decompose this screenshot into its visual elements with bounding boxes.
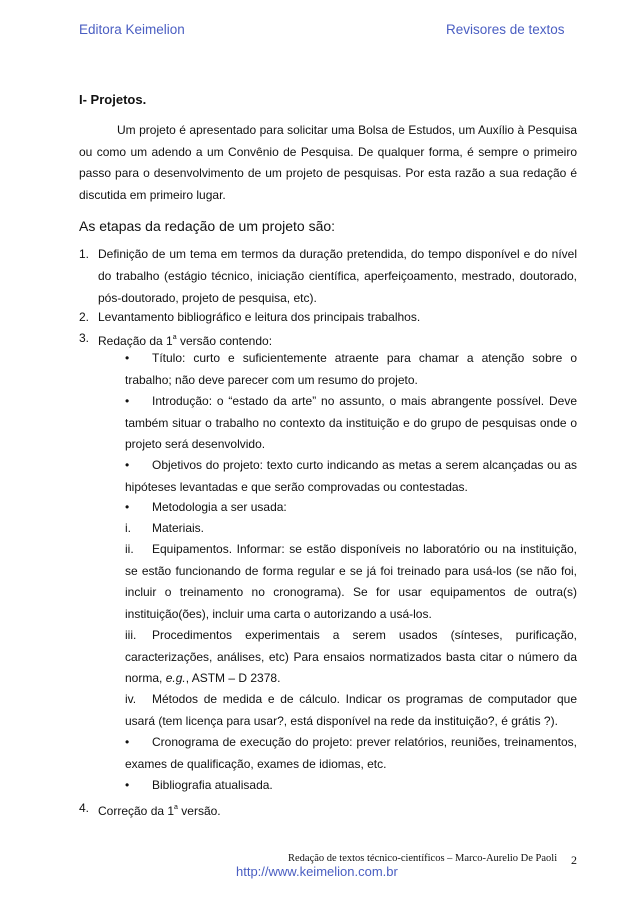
page-number: 2 <box>571 853 577 867</box>
sub-item-procedimentos: iii. Procedimentos experimentais a serem usados (sínteses, purificação, caracterizações, análises, etc) Para ensaios normatizados basta citar o número da norma, e.g., ASTM – D 2378. <box>125 625 577 690</box>
list-number: 1. <box>79 247 90 261</box>
list-item-1 <box>79 243 577 309</box>
list-item-4 <box>79 797 577 822</box>
bullet-marker: • <box>125 458 130 472</box>
sub-item-materiais: i. Materiais. <box>125 518 577 540</box>
roman-marker: iv. <box>125 692 137 706</box>
sub-item-equipamentos: ii. Equipamentos. Informar: se estão disponíveis no laboratório ou na instituição, se estão funcionando de forma regular e se já foi treinado para usá-los (se não foi, incluir o treinamento no cronograma). Se for usar equipamentos de outra(s) instituição(ões), incluir uma carta o autorizando a usá-los. <box>125 539 577 625</box>
bullet-marker: • <box>125 351 130 365</box>
list-text: Correção da 1$^a$ versão. <box>98 804 221 818</box>
footer-caption: Redação de textos técnico-científicos – Marco-Aurelio De Paoli <box>288 853 558 864</box>
list-number: 2. <box>79 310 90 324</box>
list-item-2 <box>79 306 577 328</box>
list-text: Levantamento bibliográfico e leitura dos principais trabalhos. <box>98 310 421 324</box>
list-number: 3. <box>79 331 90 345</box>
etapas-heading: As etapas da redação de um projeto são: <box>79 218 336 234</box>
section-title: I- Projetos. <box>79 92 147 107</box>
header-section: Revisores de textos <box>446 22 565 37</box>
sub-item-metodos: iv. Métodos de medida e de cálculo. Indicar os programas de computador que usará (tem licença para usar?, está disponível na rede da instituição?, é grátis ?). <box>125 689 577 732</box>
bullet-marker: • <box>125 778 130 792</box>
bullet-marker: • <box>125 500 130 514</box>
sub-item-titulo: • Título: curto e suficientemente atraente para chamar a atenção sobre o trabalho; não deve parecer com um resumo do projeto. <box>125 348 577 391</box>
roman-marker: i. <box>125 521 131 535</box>
list-number: 4. <box>79 801 90 815</box>
sub-item-objetivos: • Objetivos do projeto: texto curto indicando as metas a serem alcançadas ou as hipóteses levantadas e que serão comprovadas ou contestadas. <box>125 455 577 498</box>
sub-item-introducao: • Introdução: o “estado da arte” no assunto, o mais abrangente possível. Deve também situar o trabalho no contexto da instituição e do grupo de pesquisas onde o projeto será desenvolvido. <box>125 391 577 456</box>
bullet-marker: • <box>125 735 130 749</box>
header-publisher: Editora Keimelion <box>79 22 185 37</box>
roman-marker: iii. <box>125 628 137 642</box>
intro-paragraph: Um projeto é apresentado para solicitar uma Bolsa de Estudos, um Auxílio à Pesquisa ou como um adendo a um Convênio de Pesquisa. De qualquer forma, é sempre o primeiro passo para o desenvolvimento de um projeto de pesquisas. Por esta razão a sua redação é discutida em primeiro lugar. <box>79 123 577 202</box>
sub-item-cronograma: • Cronograma de execução do projeto: prever relatórios, reuniões, treinamentos, exames de qualificação, exames de idiomas, etc. <box>125 732 577 775</box>
roman-marker: ii. <box>125 542 134 556</box>
list-text: Redação da 1$^a$ versão contendo: <box>98 334 273 348</box>
footer-url-link[interactable]: http://www.keimelion.com.br <box>236 864 398 879</box>
sub-item-metodologia: • Metodologia a ser usada: <box>125 497 577 519</box>
sub-item-bibliografia: • Bibliografia atualisada. <box>125 775 577 797</box>
list-text: Definição de um tema em termos da duração pretendida, do tempo disponível e do nível do trabalho (estágio técnico, iniciação científica, aperfeiçoamento, mestrado, doutorado, pós-doutorado, projeto de pesquisa, etc). <box>98 247 577 305</box>
bullet-marker: • <box>125 394 130 408</box>
